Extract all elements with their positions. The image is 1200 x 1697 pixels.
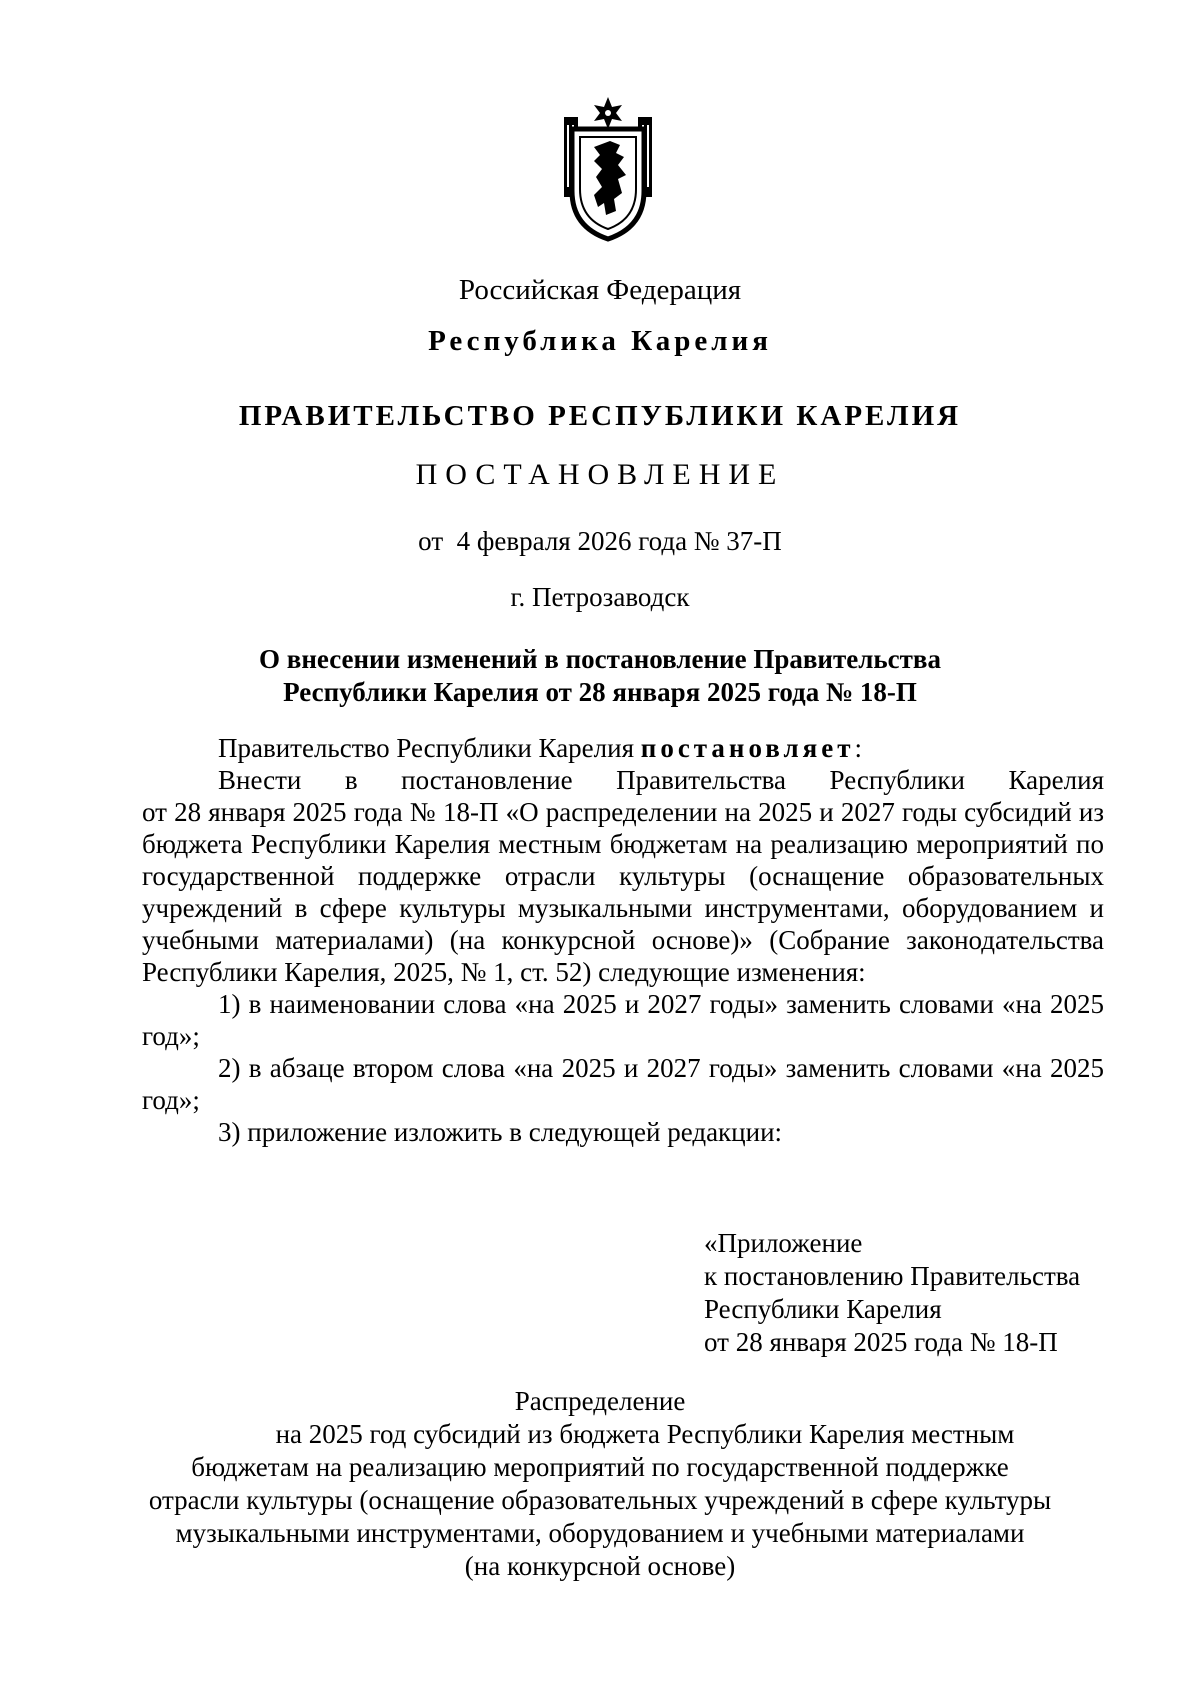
subject-line-1: О внесении изменений в постановление Правительства	[259, 644, 941, 674]
document-city: г. Петрозаводск	[510, 582, 690, 612]
intro-paragraph	[142, 732, 1104, 764]
appendix-block	[704, 1227, 1080, 1359]
amend-item-2: 2) в абзаце втором слова «на 2025 и 2027 годы» заменить словами «на 2025 год»;	[142, 1053, 1104, 1115]
amend-item-3: 3) приложение изложить в следующей редакции:	[218, 1117, 783, 1147]
amend-first-line: Внести в постановление Правительства Республики Карелия	[218, 765, 1104, 795]
country-name: Российская Федерация	[458, 274, 742, 306]
karelia-coat-of-arms-icon	[558, 95, 658, 243]
document-subject	[0, 643, 1200, 709]
amend-item-1: 1) в наименовании слова «на 2025 и 2027 годы» заменить словами «на 2025 год»;	[142, 989, 1104, 1051]
document-date-number: от 4 февраля 2026 года № 37-П	[418, 526, 782, 556]
intro-suffix: :	[854, 733, 863, 763]
government-title: ПРАВИТЕЛЬСТВО РЕСПУБЛИКИ КАРЕЛИЯ	[238, 400, 962, 432]
distribution-line-3: отрасли культуры (оснащение образовательных учреждений в сфере культуры	[148, 1485, 1052, 1515]
distribution-line-2: бюджетам на реализацию мероприятий по государственной поддержке	[191, 1452, 1009, 1482]
distribution-line-1: на 2025 год субсидий из бюджета Республики Карелия местным	[275, 1419, 1015, 1449]
subject-line-2: Республики Карелия от 28 января 2025 года № 18-П	[283, 677, 917, 707]
intro-prefix: Правительство Республики Карелия	[218, 733, 635, 763]
amend-paragraph: от 28 января 2025 года № 18-П «О распределении на 2025 и 2027 годы субсидий из бюджета Республики Карелия местным бюджетам на реализацию мероприятий по государственной поддержке отрасли культуры (оснащение образовательных учреждений в сфере культуры музыкальными инструментами, оборудованием и учебными материалами) (на конкурсной основе)» (Собрание законодательства Республики Карелия, 2025, № 1, ст. 52) следующие изменения:	[142, 797, 1104, 987]
distribution-title: Распределение	[514, 1386, 686, 1416]
document-body	[142, 732, 1104, 1148]
intro-verb: постановляет	[640, 733, 855, 763]
appendix-line-4: от 28 января 2025 года № 18-П	[704, 1327, 1058, 1357]
distribution-line-5: (на конкурсной основе)	[464, 1551, 736, 1581]
appendix-line-2: к постановлению Правительства	[704, 1261, 1081, 1291]
document-type: ПОСТАНОВЛЕНИЕ	[415, 458, 785, 491]
appendix-line-3: Республики Карелия	[704, 1294, 942, 1324]
appendix-line-1: «Приложение	[704, 1228, 863, 1258]
distribution-heading	[0, 1385, 1200, 1583]
distribution-line-4: музыкальными инструментами, оборудованием и учебными материалами	[175, 1518, 1025, 1548]
republic-name: Республика Карелия	[428, 325, 772, 357]
